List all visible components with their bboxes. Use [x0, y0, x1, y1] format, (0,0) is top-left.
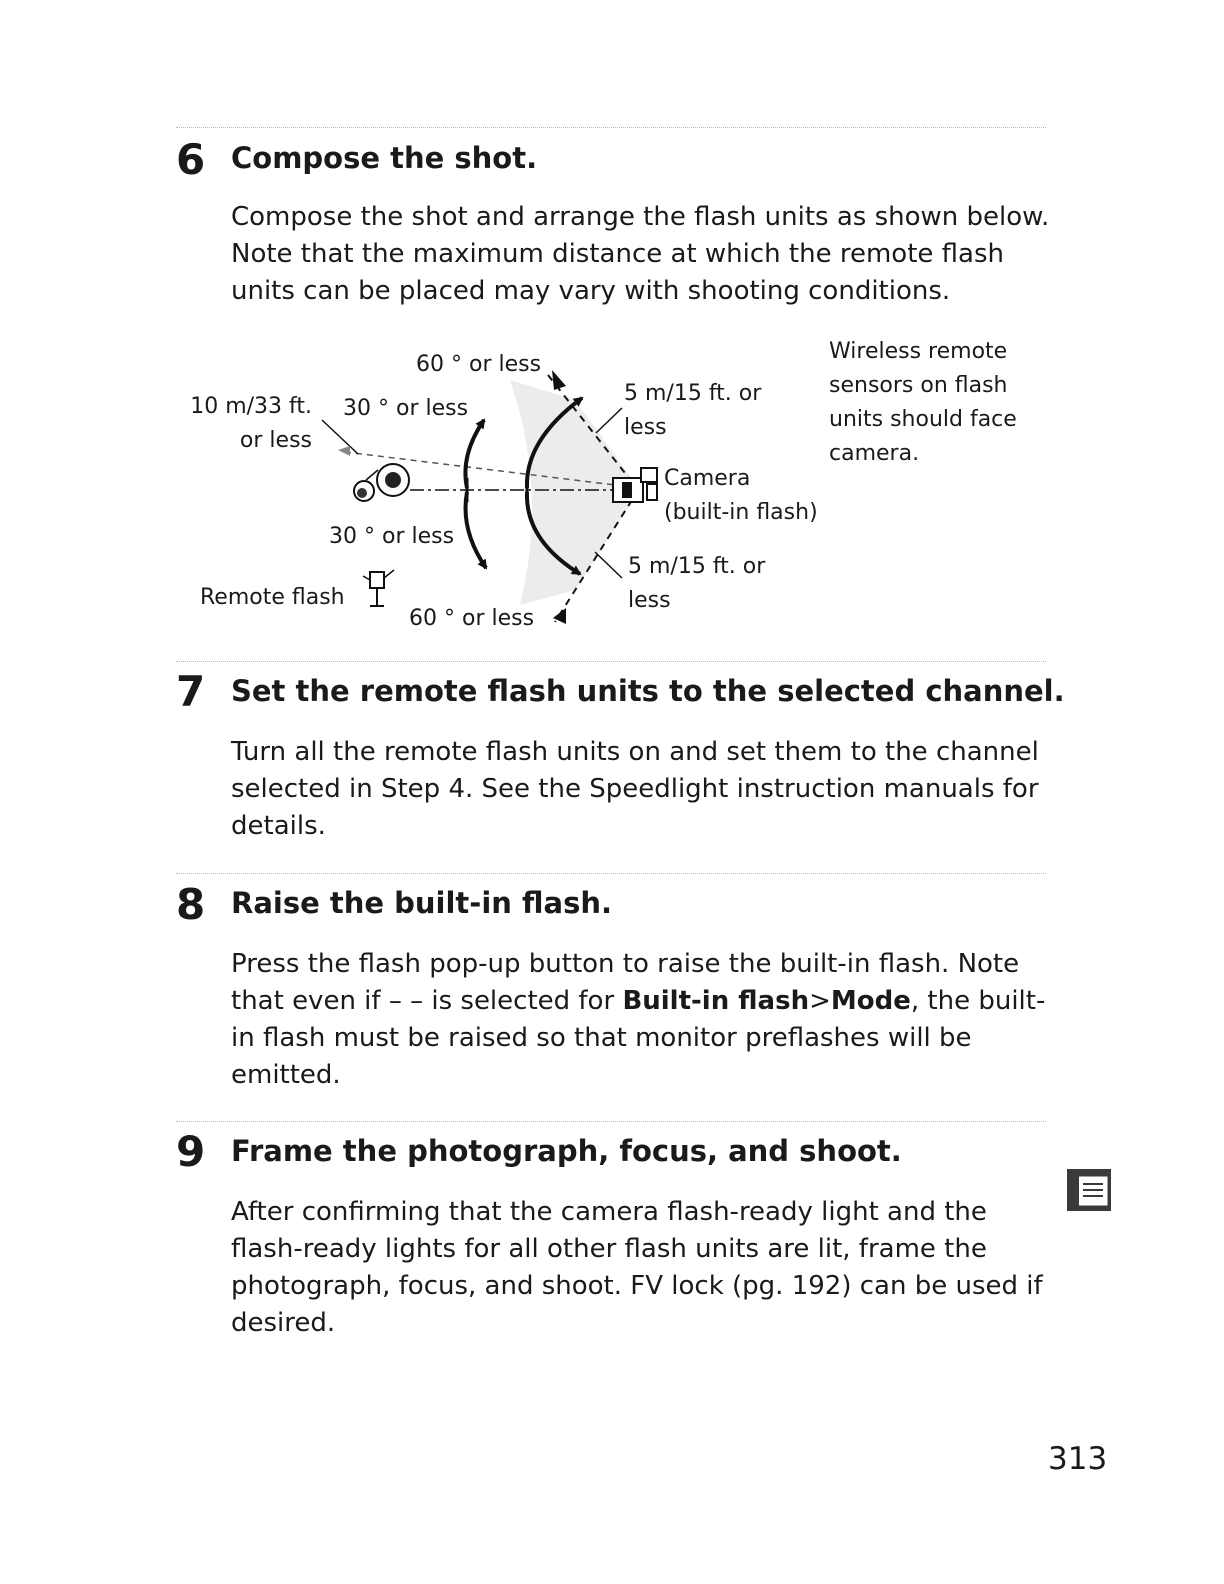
- label-remote-flash: Remote flash: [200, 585, 345, 610]
- step-body: Compose the shot and arrange the flash units as shown below. Note that the maximum distance at which the remote flash units can be placed may vary with shooting conditions.: [231, 202, 1050, 306]
- label-angle-60-bottom: 60 ° or less: [409, 606, 535, 631]
- label-distance-far: 10 m/33 ft. or less: [190, 394, 312, 453]
- step-body: After confirming that the camera flash-ready light and the flash-ready lights for all other flash units are lit, frame the photograph, focus, and shoot. FV lock (pg. 192) can be used if desired.: [231, 1197, 1043, 1338]
- arc-30-top: [465, 420, 484, 488]
- step-number: 6: [176, 135, 206, 184]
- body-text-part: is selected for: [423, 986, 623, 1016]
- label-distance-bottom: 5 m/15 ft. or less: [628, 554, 766, 613]
- menu-item-built-in-flash: Built-in flash: [622, 986, 810, 1016]
- remote-flash-icon: [354, 464, 409, 501]
- body-text-part: , the built-in flash must be raised so that monitor preflashes will be emitted.: [231, 986, 1046, 1090]
- step-number: 9: [176, 1127, 206, 1176]
- menu-list-icon: [1066, 1168, 1112, 1212]
- boundary-arrow: [552, 370, 566, 390]
- label-sensor-note: Wireless remote sensors on flash units should face camera.: [829, 339, 1017, 466]
- label-angle-30-bottom: 30 ° or less: [329, 524, 455, 549]
- remote-flash-unit-icon: [363, 570, 394, 606]
- step-body: [231, 946, 1051, 1094]
- step-body: Turn all the remote flash units on and set them to the channel selected in Step 4. See the Speedlight instruction manuals for details.: [231, 737, 1039, 841]
- step-title: Frame the photograph, focus, and shoot.: [231, 1134, 902, 1168]
- label-camera: Camera (built-in flash): [664, 466, 818, 525]
- pointer-distance-bottom: [595, 552, 622, 578]
- section-divider: [176, 661, 1046, 662]
- arc-30-bottom: [466, 492, 486, 568]
- step-number: 7: [176, 667, 206, 716]
- section-divider: [176, 1121, 1046, 1122]
- menu-separator: >: [809, 986, 831, 1016]
- label-angle-60-top: 60 ° or less: [416, 352, 542, 377]
- pointer-distance-top: [596, 408, 622, 433]
- step-title: Set the remote flash units to the selected channel.: [231, 674, 1065, 708]
- label-distance-top: 5 m/15 ft. or less: [624, 381, 762, 440]
- section-divider: [176, 873, 1046, 874]
- label-angle-30-top: 30 ° or less: [343, 396, 469, 421]
- step-title: Raise the built-in flash.: [231, 886, 612, 920]
- far-flash-arrow: [338, 446, 350, 456]
- step-number: 8: [176, 880, 206, 929]
- dashes-setting: – –: [388, 986, 424, 1016]
- body-text-part: Press the flash pop-up button to raise the built-in flash. Note that even if: [231, 949, 1020, 1016]
- page-number: 313: [1048, 1441, 1108, 1477]
- menu-item-mode: Mode: [830, 986, 911, 1016]
- step-title: Compose the shot.: [231, 141, 538, 175]
